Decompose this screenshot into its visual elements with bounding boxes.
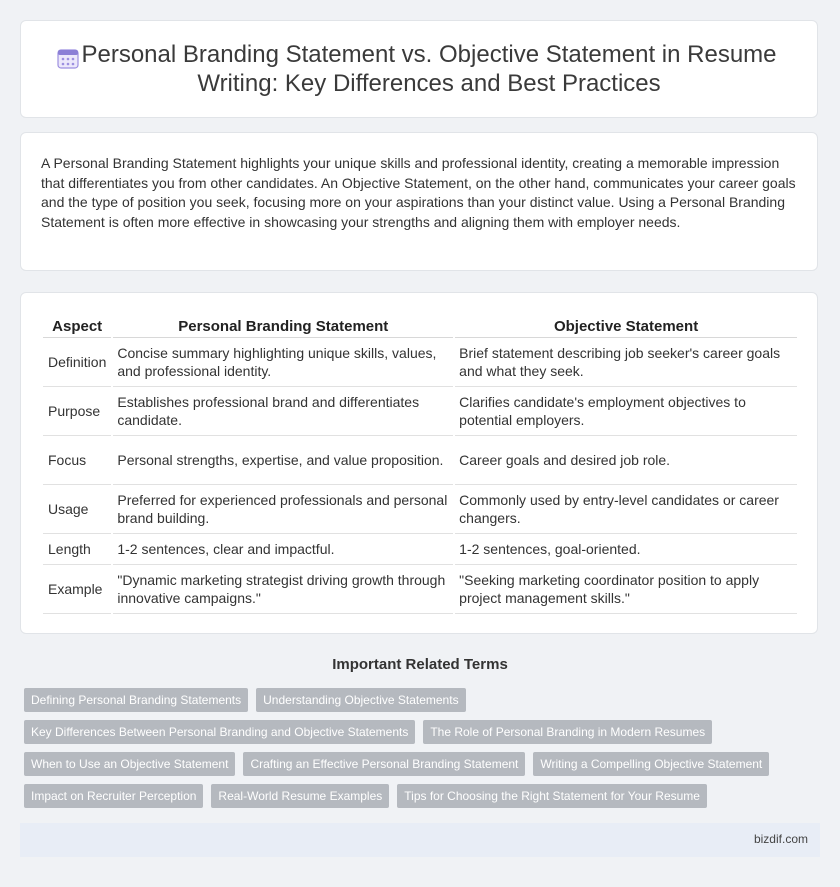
objective-cell: Commonly used by entry-level candidates or career changers.: [455, 485, 797, 534]
header-aspect: Aspect: [43, 315, 111, 338]
branding-cell: Personal strengths, expertise, and value proposition.: [113, 436, 453, 485]
objective-cell: Clarifies candidate's employment objectives to potential employers.: [455, 387, 797, 436]
aspect-cell: Focus: [43, 436, 111, 485]
related-term-tag[interactable]: When to Use an Objective Statement: [24, 752, 235, 776]
related-term-tag[interactable]: Understanding Objective Statements: [256, 688, 465, 712]
branding-cell: Preferred for experienced professionals and personal brand building.: [113, 485, 453, 534]
objective-cell: Career goals and desired job role.: [455, 436, 797, 485]
aspect-cell: Example: [43, 565, 111, 614]
table-row: [43, 565, 797, 614]
branding-cell: 1-2 sentences, clear and impactful.: [113, 534, 453, 565]
related-term-tag[interactable]: Impact on Recruiter Perception: [24, 784, 203, 808]
table-header-row: [43, 315, 797, 338]
related-term-tag[interactable]: Defining Personal Branding Statements: [24, 688, 248, 712]
comparison-card: [20, 292, 818, 634]
related-term-tag[interactable]: Real-World Resume Examples: [211, 784, 389, 808]
objective-cell: Brief statement describing job seeker's career goals and what they seek.: [455, 338, 797, 387]
branding-cell: Establishes professional brand and differentiates candidate.: [113, 387, 453, 436]
related-term-tag[interactable]: Tips for Choosing the Right Statement for Your Resume: [397, 784, 707, 808]
aspect-cell: Purpose: [43, 387, 111, 436]
branding-cell: "Dynamic marketing strategist driving growth through innovative campaigns.": [113, 565, 453, 614]
related-terms-title: Important Related Terms: [332, 656, 508, 673]
aspect-cell: Usage: [43, 485, 111, 534]
comparison-table: [41, 315, 799, 614]
intro-paragraph: A Personal Branding Statement highlights your unique skills and professional identity, creating a memorable impression that differentiates you from other candidates. An Objective Statement, on the other hand, communicates your career goals and the type of position you seek, focusing more on your aspirations than your distinct value. Using a Personal Branding Statement is often more effective in showcasing your strengths and aligning them with employer needs.: [41, 155, 796, 231]
footer-site-link[interactable]: bizdif.com: [753, 832, 808, 846]
footer: [20, 823, 820, 857]
header-objective: Objective Statement: [455, 315, 797, 338]
related-term-tag[interactable]: Key Differences Between Personal Branding and Objective Statements: [24, 720, 415, 744]
header-card: [20, 20, 818, 118]
table-row: [43, 485, 797, 534]
intro-card: [20, 132, 818, 271]
page-title: Personal Branding Statement vs. Objective Statement in Resume Writing: Key Differences and Best Practices: [81, 41, 777, 97]
table-row: [43, 387, 797, 436]
aspect-cell: Length: [43, 534, 111, 565]
table-row: [43, 338, 797, 387]
related-term-tag[interactable]: Crafting an Effective Personal Branding Statement: [243, 752, 525, 776]
header: [21, 21, 817, 117]
aspect-cell: Definition: [43, 338, 111, 387]
branding-cell: Concise summary highlighting unique skills, values, and professional identity.: [113, 338, 453, 387]
objective-cell: "Seeking marketing coordinator position to apply project management skills.": [455, 565, 797, 614]
table-row: [43, 436, 797, 485]
header-personal-branding: Personal Branding Statement: [113, 315, 453, 338]
table-row: [43, 534, 797, 565]
related-term-tag[interactable]: The Role of Personal Branding in Modern Resumes: [423, 720, 712, 744]
calendar-icon: [57, 47, 79, 69]
related-term-tag[interactable]: Writing a Compelling Objective Statement: [533, 752, 769, 776]
related-terms-list: [24, 688, 804, 816]
objective-cell: 1-2 sentences, goal-oriented.: [455, 534, 797, 565]
